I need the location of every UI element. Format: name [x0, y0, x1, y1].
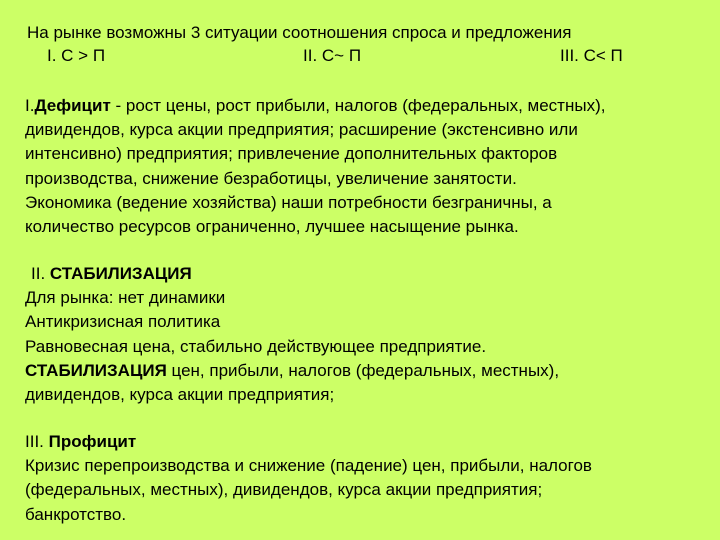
- surplus-line-2: (федеральных, местных), дивидендов, курса акции предприятия;: [25, 480, 543, 500]
- stabilization-prefix: II.: [31, 264, 50, 283]
- stabilization-line-4: [25, 359, 715, 383]
- stabilization-line-5: дивидендов, курса акции предприятия;: [25, 385, 335, 405]
- surplus-section: [25, 430, 715, 527]
- deficit-line-6: количество ресурсов ограниченно, лучшее насыщение рынка.: [25, 217, 519, 237]
- deficit-prefix: I.: [25, 96, 35, 115]
- deficit-line-1: [25, 94, 715, 118]
- stabilization-line-3: Равновесная цена, стабильно действующее предприятие.: [25, 336, 487, 356]
- intro-heading: На рынке возможны 3 ситуации соотношения спроса и предложения: [27, 23, 572, 42]
- surplus-line-1: Кризис перепроизводства и снижение (падение) цен, прибыли, налогов: [25, 456, 592, 476]
- deficit-line-2: дивидендов, курса акции предприятия; расширение (экстенсивно или: [25, 120, 578, 140]
- deficit-section: [25, 94, 715, 239]
- situation-equilibrium-label: II. С~ П: [303, 46, 362, 65]
- surplus-prefix: III.: [25, 432, 49, 451]
- stabilization-line-2: Антикризисная политика: [25, 312, 221, 332]
- surplus-line-3: банкротство.: [25, 504, 127, 524]
- deficit-title: Дефицит: [34, 96, 111, 115]
- deficit-text: - рост цены, рост прибыли, налогов (федеральных, местных),: [110, 96, 606, 115]
- deficit-line-4: производства, снижение безработицы, увеличение занятости.: [25, 168, 517, 188]
- situation-surplus-label: III. С< П: [560, 46, 623, 65]
- stabilization-title-repeat: СТАБИЛИЗАЦИЯ: [25, 360, 167, 380]
- situations-row: [0, 45, 720, 67]
- stabilization-line-1: Для рынка: нет динамики: [25, 288, 226, 308]
- surplus-title: Профицит: [48, 432, 137, 451]
- deficit-line-5: Экономика (ведение хозяйства) наши потребности безграничны, а: [25, 192, 552, 212]
- stabilization-heading: [25, 262, 715, 286]
- deficit-line-3: интенсивно) предприятия; привлечение дополнительных факторов: [25, 144, 558, 164]
- surplus-heading: [25, 430, 715, 454]
- situation-deficit-label: I. С > П: [47, 46, 106, 65]
- stabilization-tail-1: цен, прибыли, налогов (федеральных, местных),: [166, 360, 560, 380]
- stabilization-title: СТАБИЛИЗАЦИЯ: [49, 264, 192, 283]
- stabilization-section: [25, 262, 715, 407]
